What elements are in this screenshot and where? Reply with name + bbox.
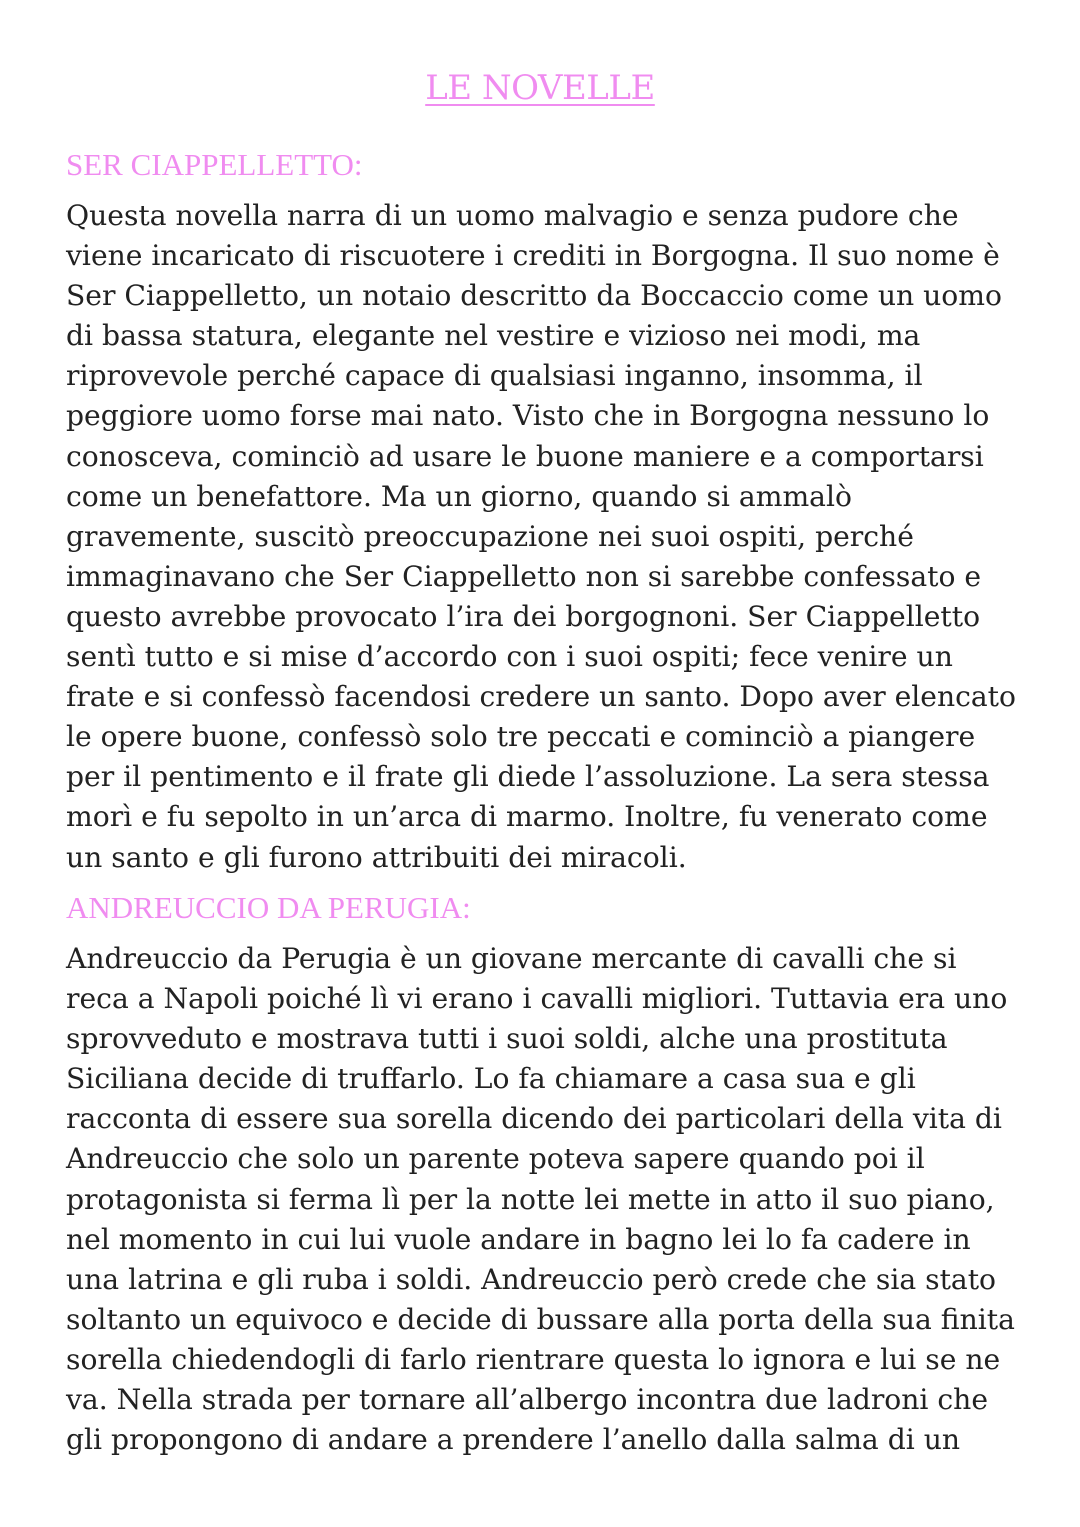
text-line: sentì tutto e si mise d’accordo con i suoi ospiti; fece venire un	[66, 640, 953, 674]
text-line: soltanto un equivoco e decide di bussare alla porta della sua finita	[66, 1302, 1015, 1336]
text-line: peggiore uomo forse mai nato. Visto che in Borgogna nessuno lo	[66, 399, 990, 433]
text-line: le opere buone, confessò solo tre peccati e cominciò a piangere	[66, 720, 976, 754]
text-line: gravemente, suscitò preoccupazione nei suoi ospiti, perché	[66, 519, 914, 553]
text-line: va. Nella strada per tornare all’albergo incontra due ladroni che	[66, 1383, 989, 1417]
text-line: Ser Ciappelletto, un notaio descritto da Boccaccio come un uomo	[66, 279, 1002, 313]
text-line: conosceva, cominciò ad usare le buone maniere e a comportarsi	[66, 439, 984, 473]
text-line: di bassa statura, elegante nel vestire e vizioso nei modi, ma	[66, 319, 921, 353]
text-line: morì e fu sepolto in un’arca di marmo. Inoltre, fu venerato come	[66, 800, 988, 834]
text-line: nel momento in cui lui vuole andare in bagno lei lo fa cadere in	[66, 1222, 971, 1256]
text-line: Questa novella narra di un uomo malvagio e senza pudore che	[66, 199, 959, 232]
text-line: viene incaricato di riscuotere i crediti in Borgogna. Il suo nome è	[66, 239, 1000, 273]
text-line: una latrina e gli ruba i soldi. Andreuccio però crede che sia stato	[66, 1262, 997, 1296]
text-line: per il pentimento e il frate gli diede l’assoluzione. La sera stessa	[66, 760, 990, 794]
section-body-ser-ciappelletto	[66, 196, 1016, 878]
section-heading-andreuccio-da-perugia: ANDREUCCIO DA PERUGIA:	[66, 890, 471, 925]
page-title: LE NOVELLE	[425, 68, 655, 108]
text-line: un santo e gli furono attribuiti dei miracoli.	[66, 840, 687, 874]
text-line: come un benefattore. Ma un giorno, quando si ammalò	[66, 479, 852, 513]
text-line: riprovevole perché capace di qualsiasi inganno, insomma, il	[66, 359, 923, 393]
text-line: protagonista si ferma lì per la notte lei mette in atto il suo piano,	[66, 1182, 995, 1216]
text-line: Andreuccio che solo un parente poteva sapere quando poi il	[66, 1142, 925, 1176]
section-body-andreuccio-da-perugia	[66, 939, 1016, 1460]
text-line: gli propongono di andare a prendere l’anello dalla salma di un	[66, 1423, 961, 1457]
text-line: racconta di essere sua sorella dicendo dei particolari della vita di	[66, 1102, 1002, 1136]
text-line: immaginavano che Ser Ciappelletto non si sarebbe confessato e	[66, 559, 982, 593]
text-line: Siciliana decide di truffarlo. Lo fa chiamare a casa sua e gli	[66, 1062, 916, 1096]
text-line: Andreuccio da Perugia è un giovane mercante di cavalli che si	[66, 942, 957, 975]
section-heading-ser-ciappelletto: SER CIAPPELLETTO:	[66, 147, 363, 182]
text-line: frate e si confessò facendosi credere un santo. Dopo aver elencato	[66, 680, 1016, 714]
text-line: sprovveduto e mostrava tutti i suoi soldi, alche una prostituta	[66, 1022, 948, 1056]
text-line: sorella chiedendogli di farlo rientrare questa lo ignora e lui se ne	[66, 1342, 1001, 1376]
text-line: reca a Napoli poiché lì vi erano i cavalli migliori. Tuttavia era uno	[66, 982, 1008, 1016]
text-line: questo avrebbe provocato l’ira dei borgognoni. Ser Ciappelletto	[66, 599, 981, 633]
